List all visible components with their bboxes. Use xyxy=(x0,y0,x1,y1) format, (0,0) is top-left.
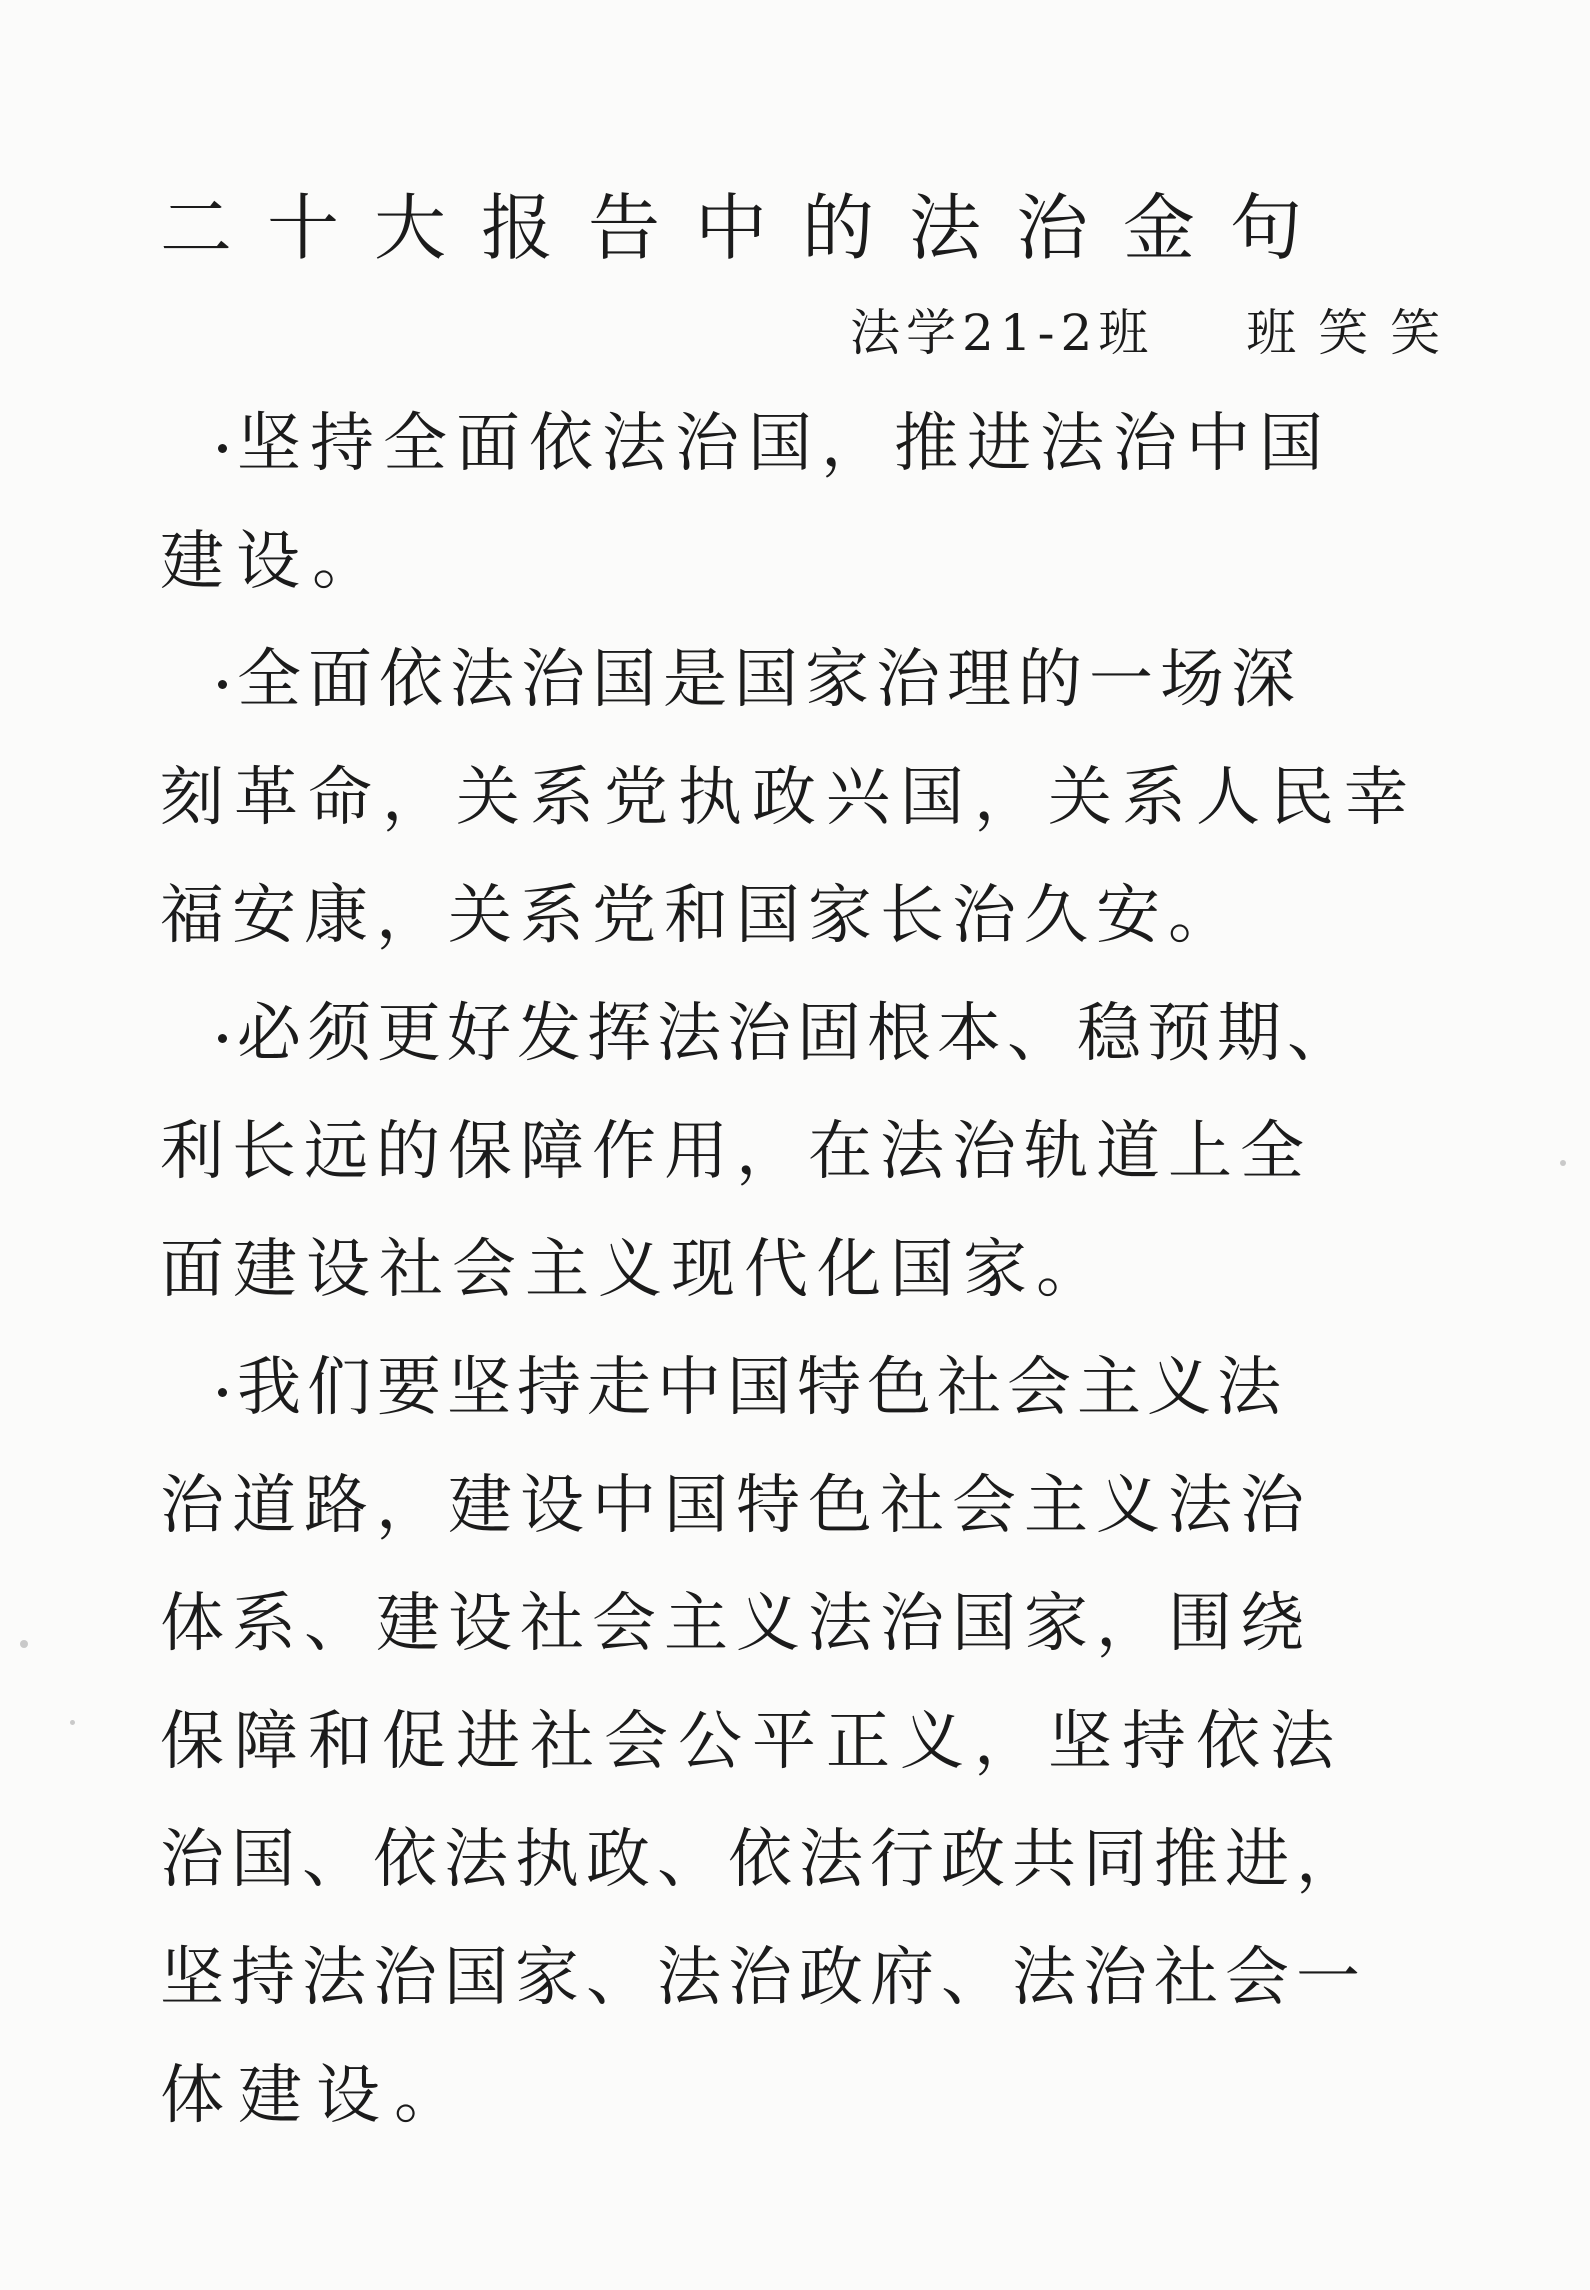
paragraph-2-line-2: 刻革命，关系党执政兴国，关系人民幸 xyxy=(160,761,1418,835)
paragraph-1-line-2: 建设。 xyxy=(160,525,388,599)
paragraph-2-line-1: 全面依法治国是国家治理的一场深 xyxy=(218,648,1302,712)
paper-speck xyxy=(1560,1160,1566,1166)
bullet-dot xyxy=(218,444,227,453)
bullet-dot xyxy=(218,680,227,689)
author-class: 法学21-2班 xyxy=(850,304,1155,362)
paragraph-3-line-1: 必须更好发挥法治固根本、稳预期、 xyxy=(218,1002,1357,1066)
author-name: 班笑笑 xyxy=(1246,304,1463,362)
author-line xyxy=(850,304,1490,362)
paragraph-3-line-2: 利长远的保障作用，在法治轨道上全 xyxy=(160,1115,1312,1189)
paragraph-4-line-5: 治国、依法执政、依法行政共同推进， xyxy=(160,1823,1367,1897)
paragraph-4-line-6: 坚持法治国家、法治政府、法治社会一 xyxy=(160,1941,1367,2015)
bullet-dot xyxy=(218,1034,227,1043)
paragraph-4-line-2: 治道路，建设中国特色社会主义法治 xyxy=(160,1469,1312,1543)
paragraph-4-line-1: 我们要坚持走中国特色社会主义法 xyxy=(218,1356,1287,1420)
paragraph-3-line-3: 面建设社会主义现代化国家。 xyxy=(160,1233,1109,1307)
paragraph-1-line-1: 坚持全面依法治国，推进法治中国 xyxy=(218,412,1332,476)
paper-speck xyxy=(70,1720,75,1725)
paper-speck xyxy=(20,1640,28,1648)
paragraph-4-line-7: 体建设。 xyxy=(160,2059,472,2133)
paragraph-4-line-3: 体系、建设社会主义法治国家，围绕 xyxy=(160,1587,1312,1661)
paragraph-4-line-4: 保障和促进社会公平正义，坚持依法 xyxy=(160,1705,1344,1779)
bullet-dot xyxy=(218,1388,227,1397)
page-title: 二十大报告中的法治金句 xyxy=(160,186,1338,270)
paragraph-2-line-3: 福安康，关系党和国家长治久安。 xyxy=(160,879,1240,953)
